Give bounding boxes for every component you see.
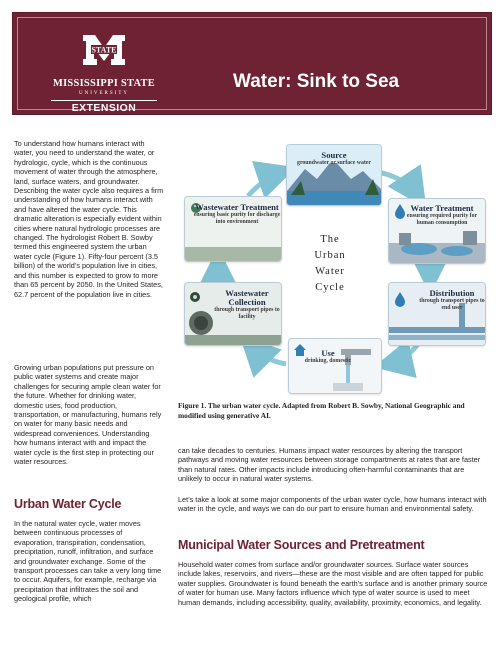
node-use — [288, 338, 382, 394]
page-title: Water: Sink to Sea — [233, 71, 400, 92]
decades-paragraph: can take decades to centuries. Humans impact water resources by altering the transport pathways and moving water resources between storage compartments at rates that are faster than natural rates. Other impacts include introducing often-harmful contaminants that are unlikely to occur in natural water systems. — [178, 446, 481, 484]
node-source-title: Source — [321, 150, 347, 160]
center-title-line: Cycle — [315, 282, 345, 293]
components-paragraph: Let’s take a look at some major components of the urban water cycle, how humans interact with water in the cycle, and ways we can do our part to ensure human and environmental safety. — [178, 495, 487, 514]
water-drop-icon — [393, 291, 407, 307]
node-source — [286, 144, 382, 206]
urban-water-cycle-heading: Urban Water Cycle — [14, 497, 122, 511]
figure-caption: Figure 1. The urban water cycle. Adapted from Robert B. Sowby, National Geographic and modified using generative AI. — [178, 401, 465, 420]
node-distribution-desc: through transport pipes to end user — [419, 298, 485, 311]
node-source-desc: groundwater or surface water — [297, 160, 371, 166]
node-use-title: Use — [321, 348, 335, 358]
decades-block — [178, 446, 490, 484]
components-block — [178, 495, 490, 514]
node-water-treatment-title: Water Treatment — [410, 203, 474, 213]
node-wastewater-collection-title: Wastewater Collection — [225, 288, 269, 307]
center-title-line: Water — [315, 266, 345, 277]
arrow-source-to-treatment — [378, 172, 418, 196]
arrow-wastewater-treatment-to-source — [248, 172, 282, 196]
growing-populations-block — [14, 363, 164, 466]
diagram-center-title — [293, 232, 367, 296]
node-wastewater-collection-desc: through transport pipes to facility — [214, 307, 280, 320]
household-water-block — [178, 560, 490, 607]
center-title-line: Urban — [314, 250, 346, 261]
node-distribution — [388, 282, 486, 346]
node-wastewater-treatment-title: Wastewater Treatment — [195, 202, 279, 212]
node-wastewater-collection — [184, 282, 282, 346]
center-title-line: The — [320, 234, 340, 245]
logo-divider — [51, 100, 157, 101]
arrow-use-to-collection — [250, 346, 286, 364]
node-water-treatment — [388, 198, 486, 264]
natural-cycle-block — [14, 519, 164, 604]
pipe-icon — [189, 291, 201, 303]
logo-state-text: STATE — [91, 45, 117, 55]
node-wastewater-treatment — [184, 196, 282, 262]
node-water-treatment-desc: ensuring required purity for human consumption — [406, 213, 478, 226]
node-wastewater-treatment-desc: ensuring basic purity for discharge into environment — [193, 212, 281, 225]
logo-extension-label: EXTENSION — [71, 103, 137, 114]
urban-water-cycle-diagram — [178, 138, 490, 396]
node-use-desc: drinking, domestic — [304, 358, 352, 364]
header-banner — [12, 12, 492, 115]
msu-m-logo-icon — [79, 33, 129, 67]
node-distribution-title: Distribution — [429, 288, 475, 298]
logo-university-label: UNIVERSITY — [79, 91, 129, 96]
household-water-paragraph: Household water comes from surface and/or groundwater sources. Surface water sources include lakes, reservoirs, and rivers—these are the most visible and are often tapped for public water supplies. Groundwater is found beneath the earth’s surface and is another primary source of water for human use. Many factors influence which type of water source is used to meet human demands, including accessibility, quality, availability, proximity, economics, and legality. — [178, 560, 488, 607]
intro-paragraph: To understand how humans interact with water, you need to understand the water, or hydrologic, cycle, which is the continuous movement of water through the atmosphere, land, surface waters, and groundwater. Describing the water cycle also requires a firm understanding of how humans interact with and have altered the water cycle. This dramatic alteration is especially evident within cities where natural hydrologic processes are changed. The hydrologist Robert B. Sowby termed this engineered system the urban water cycle (Figure 1). Fifty-four percent (3.5 billion) of the world’s population live in cities, and this number is expected to grow to more than 65 percent by 2050. In the United States, 62.7 percent of the population live in cities. — [14, 139, 164, 299]
municipal-water-heading: Municipal Water Sources and Pretreatment — [178, 538, 425, 552]
natural-cycle-paragraph: In the natural water cycle, water moves between continuous processes of evaporation, transpiration, condensation, precipitation, runoff, infiltration, and surface and groundwater exchange. Some of the transport processes can take a very long time to occur. Aquifers, for example, recharge via precipitation that infiltrates the soil and geological profile, which — [14, 519, 162, 604]
logo-university-name: MISSISSIPPI STATE — [52, 78, 156, 89]
intro-column — [14, 139, 164, 299]
arrow-distribution-to-use — [388, 344, 418, 364]
growing-populations-paragraph: Growing urban populations put pressure on public water systems and create major challenges for securing ample clean water for the future. Whether for drinking water, domestic uses, food production, transportation, or manufacturing, humans rely on water for many basic needs and widespread conveniences. Understanding how humans interact with and impact the water cycle is the first step in protecting our water resources. — [14, 363, 162, 467]
